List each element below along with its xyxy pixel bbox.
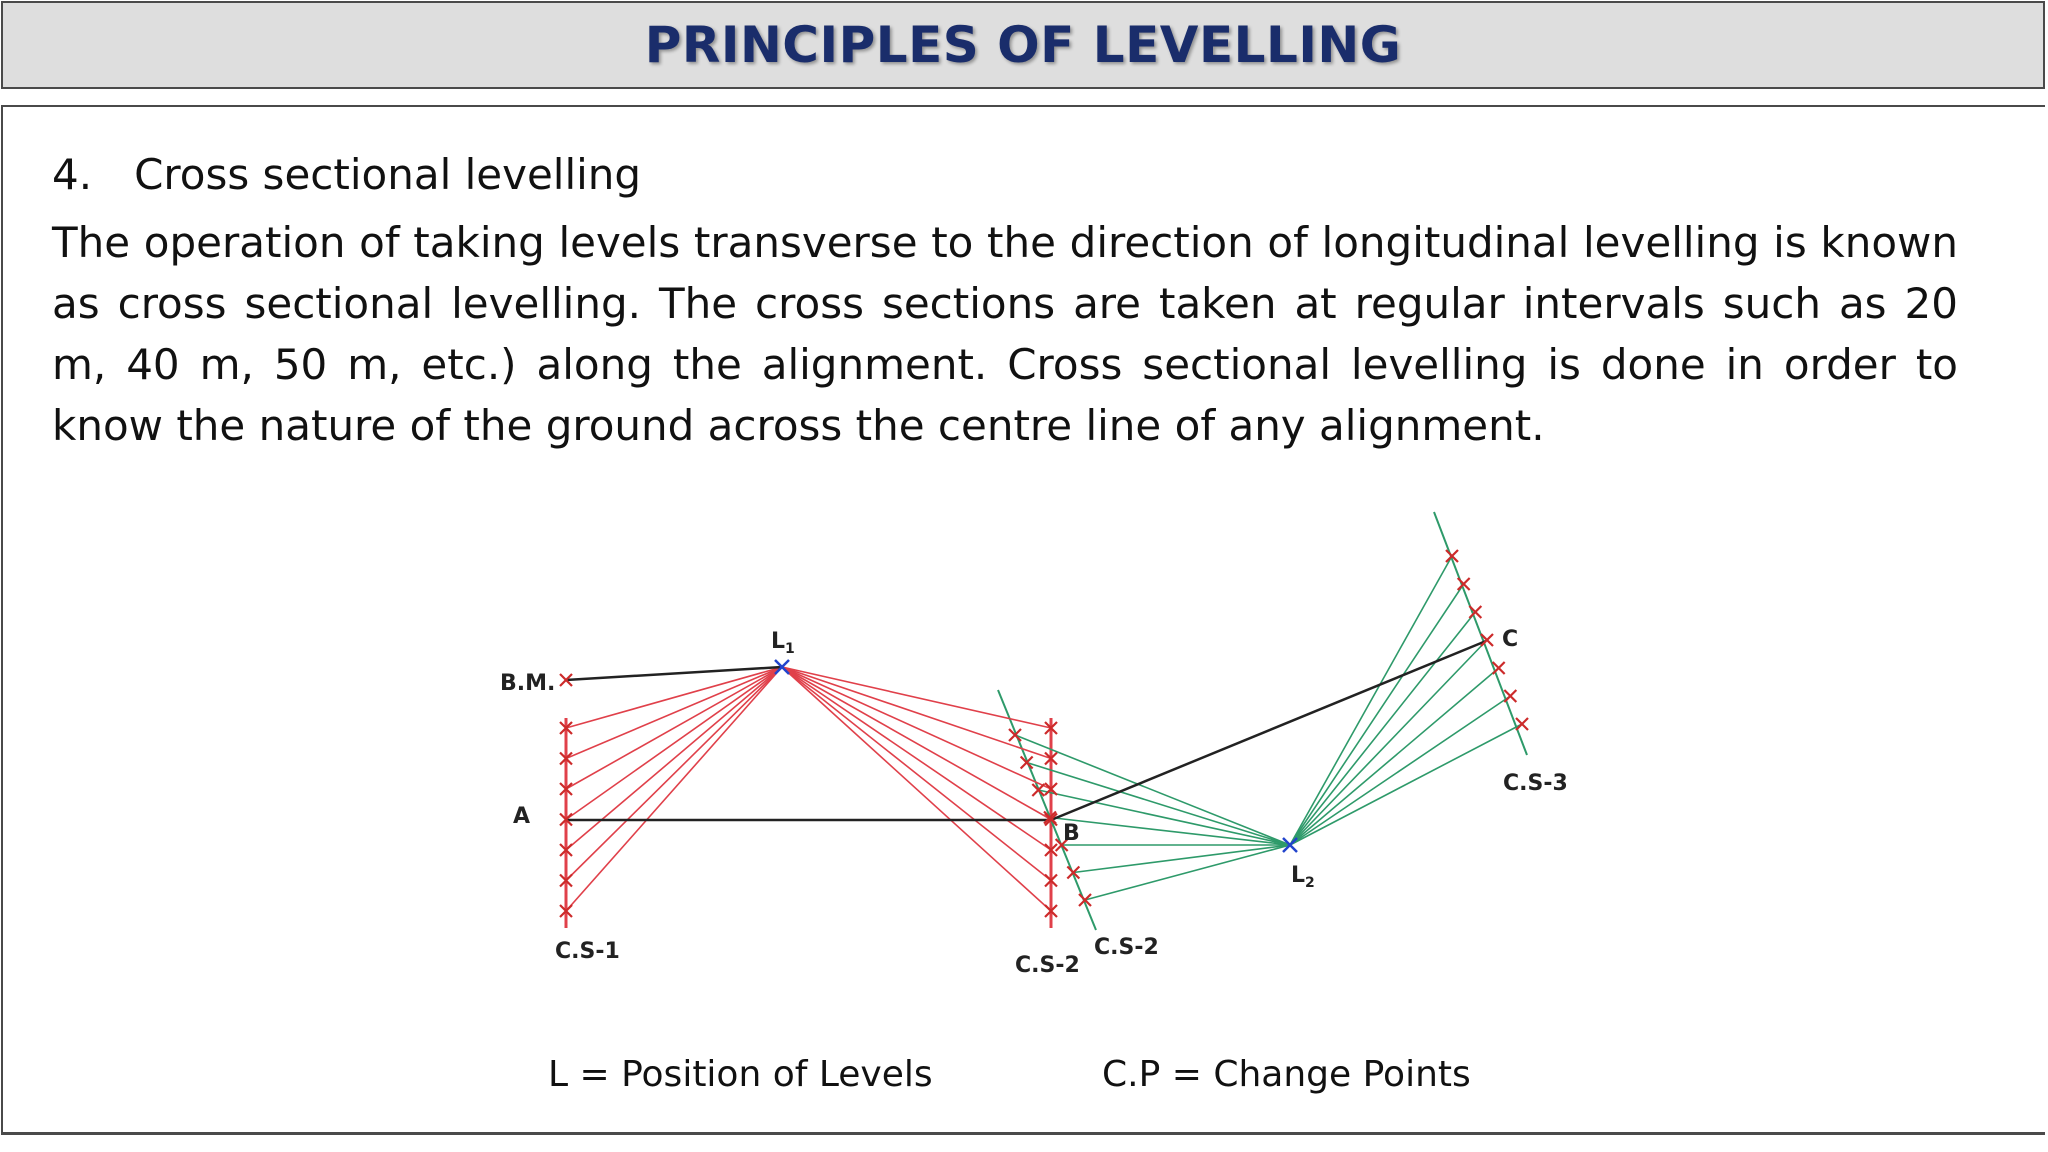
label-cs1: C.S-1 — [555, 939, 620, 964]
sight-line-l1-cs1 — [566, 667, 782, 789]
sight-line-l1-cs2 — [782, 667, 1051, 881]
label-l1: $L_1$ — [771, 629, 795, 657]
station-cs2-green — [1032, 784, 1044, 796]
sight-line-l2-cs3 — [1290, 668, 1499, 845]
sight-line-l1-cs2 — [782, 667, 1051, 820]
legend-levels: L = Position of Levels — [548, 1054, 933, 1095]
sight-line-l1-cs2 — [782, 667, 1051, 850]
b-to-c-line — [1051, 641, 1486, 820]
station-markers — [560, 550, 1528, 917]
section-number: 4. — [52, 150, 93, 199]
sight-line-l1-cs1 — [566, 667, 782, 728]
sight-line-l1-cs2 — [782, 667, 1051, 789]
sight-line-l2-cs3 — [1290, 556, 1452, 845]
sight-line-l2-cs2 — [1073, 845, 1290, 873]
sight-line-l2-cs3 — [1290, 612, 1475, 845]
sight-line-l1-cs2 — [782, 667, 1051, 759]
sight-line-l1-cs1 — [566, 667, 782, 881]
label-c: C — [1502, 627, 1519, 652]
section-body: The operation of taking levels transverse to the direction of longitudinal levelling is known as cross sectional levelling. The cross sections are taken at regular intervals such as 20 m, 40 m, 50 m, etc.) along the alignment. Cross sectional levelling is done in order to know the nature of the ground across the centre line of any alignment. — [52, 218, 1958, 450]
red-sight-lines — [566, 667, 1051, 911]
sight-line-l1-cs1 — [566, 667, 782, 759]
label-b: B — [1063, 821, 1080, 846]
bm-to-l1-line — [566, 667, 782, 680]
page-title: PRINCIPLES OF LEVELLING — [644, 16, 1402, 74]
sight-line-l1-cs1 — [566, 667, 782, 911]
sight-line-l1-cs1 — [566, 667, 782, 850]
sight-line-l2-cs3 — [1290, 696, 1510, 845]
sight-line-l2-cs3 — [1290, 584, 1464, 845]
cs2-green-line — [998, 690, 1096, 930]
label-cs2-green: C.S-2 — [1094, 935, 1159, 960]
label-a: A — [513, 804, 531, 829]
label-bm: B.M. — [500, 671, 556, 696]
sight-line-l1-cs1 — [566, 667, 782, 820]
green-sight-lines — [1015, 556, 1522, 900]
sight-line-l1-cs2 — [782, 667, 1051, 728]
section-title: Cross sectional levelling — [134, 150, 642, 199]
sight-line-l2-cs2 — [1085, 845, 1290, 900]
station-cs3 — [1469, 606, 1481, 618]
station-cs3 — [1504, 690, 1516, 702]
sight-line-l1-cs2 — [782, 667, 1051, 911]
label-l2: $L_2$ — [1291, 863, 1315, 891]
label-cs3: C.S-3 — [1503, 771, 1568, 796]
station-cs3 — [1516, 718, 1528, 730]
label-cs2-red: C.S-2 — [1015, 953, 1080, 978]
legend-change-points: C.P = Change Points — [1102, 1054, 1471, 1095]
